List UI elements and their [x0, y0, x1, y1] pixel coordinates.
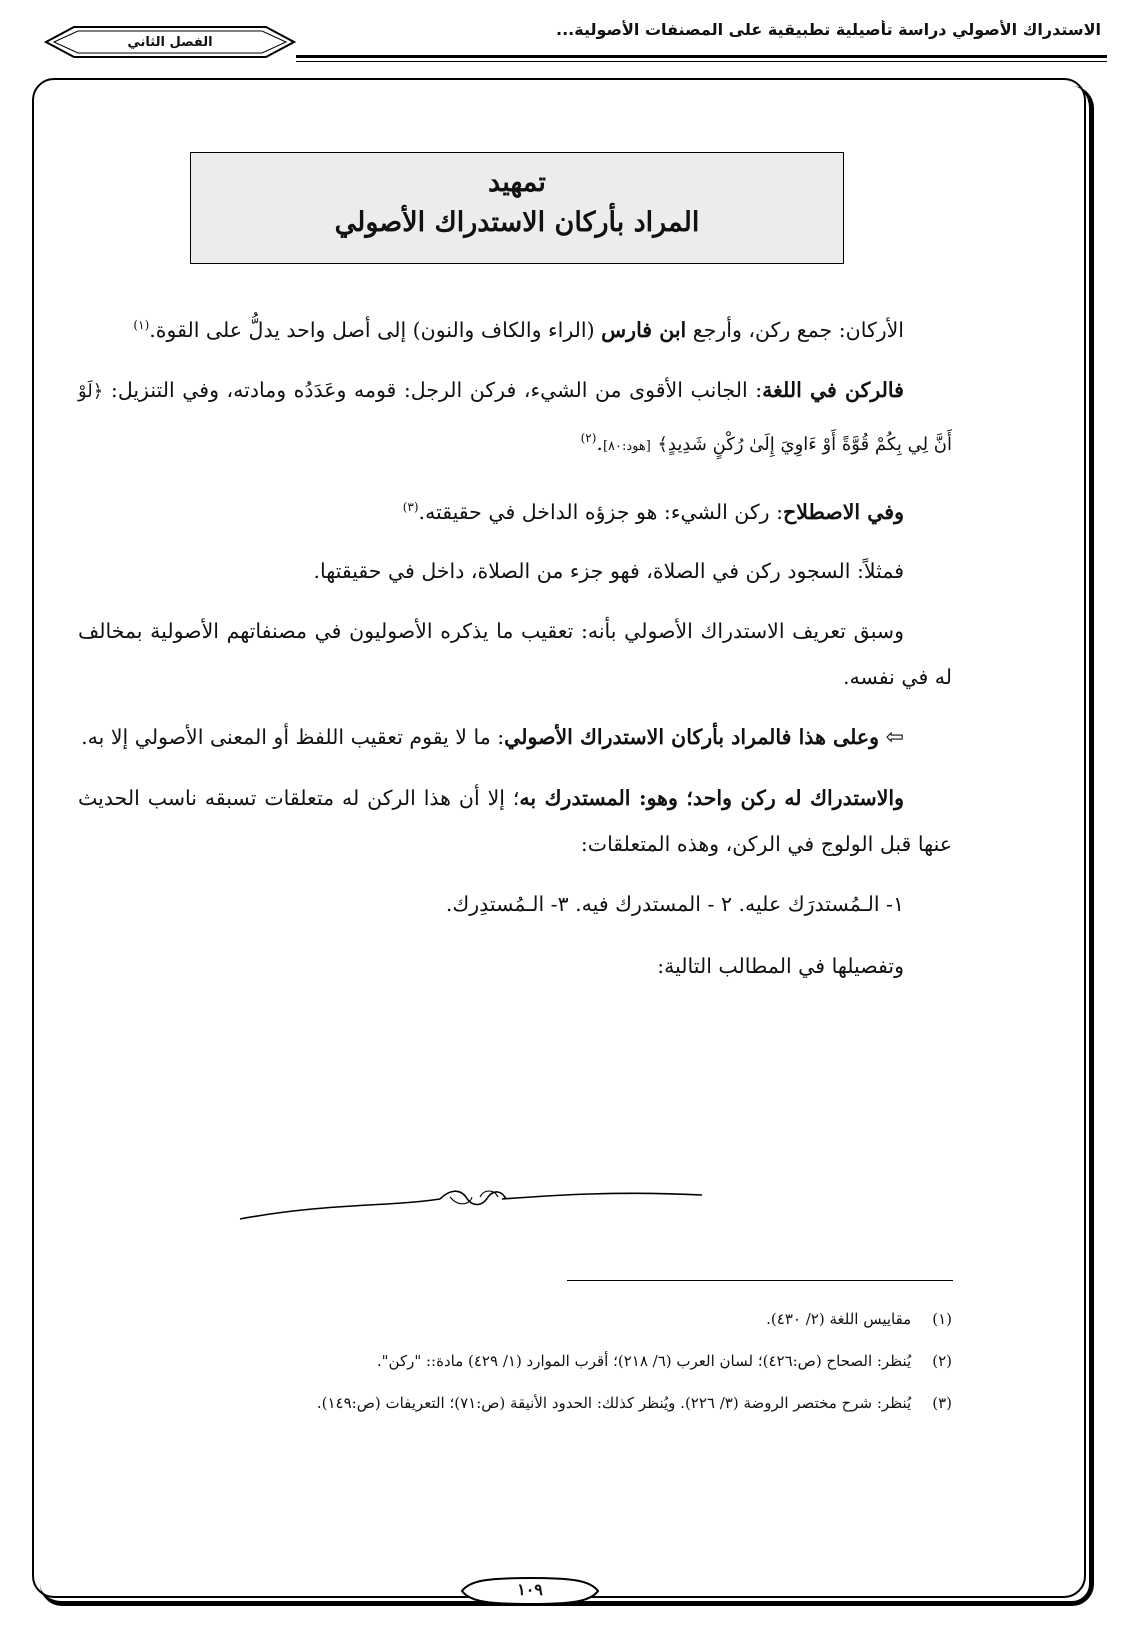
p2-period: . — [596, 430, 603, 455]
footnote-ref-3[interactable]: (٣) — [402, 499, 419, 514]
paragraph-rukn — [78, 775, 952, 867]
paragraph-murad — [78, 714, 952, 761]
p1-bold-name: ابن فارس — [601, 317, 687, 342]
footnote-separator — [567, 1280, 953, 1281]
footnote-2 — [60, 1350, 952, 1372]
chapter-label: الفصل الثاني — [127, 35, 213, 50]
footnote-ref-2[interactable]: (٢) — [580, 430, 597, 445]
p3-text: : ركن الشيء: هو جزؤه الداخل في حقيقته. — [418, 499, 783, 524]
left-arrow-icon: ⇦ — [885, 725, 904, 751]
ornament-divider-icon — [236, 1185, 706, 1225]
related-items-list: ١- الـمُستدرَك عليه. ٢ - المستدرك فيه. ٣- الـمُستدِرك. — [445, 892, 904, 917]
p6-text: : ما لا يقوم تعقيب اللفظ أو المعنى الأصولي إلا به. — [81, 725, 505, 750]
p1-text-end: (الراء والكاف والنون) إلى أصل واحد يدلُّ على القوة. — [149, 317, 595, 342]
paragraph-example — [78, 548, 952, 594]
header-rule-thin — [296, 61, 1107, 62]
footnotes — [60, 1308, 952, 1434]
footnote-ref-1[interactable]: (١) — [133, 318, 150, 332]
footnote-number: (٢) — [932, 1352, 952, 1370]
section-heading-line1: تمهيد — [488, 167, 546, 198]
footnote-3 — [60, 1392, 952, 1414]
page-number-badge — [460, 1576, 600, 1606]
header-rule-thick — [296, 55, 1107, 58]
body-text — [78, 302, 952, 1005]
paragraph-istilah — [78, 484, 952, 535]
footnote-text: يُنظر: الصحاح (ص:٤٢٦)؛ لسان العرب (٦/ ٢١٨)؛ أقرب الموارد (١/ ٤٢٩) مادة:: "ركن". — [376, 1352, 912, 1370]
p7-bold-lead: والاستدراك له ركن واحد؛ وهو: المستدرك به — [519, 786, 904, 811]
running-header-title: الاستدراك الأصولي دراسة تأصيلية تطبيقية على المصنفات الأصولية... — [556, 20, 1101, 39]
p6-bold-lead: وعلى هذا فالمراد بأركان الاستدراك الأصولي — [504, 725, 880, 750]
p5-text: وسبق تعريف الاستدراك الأصولي بأنه: تعقيب ما يذكره الأصوليون في مصنفاتهم الأصولية بمخالف له في نفسه. — [78, 619, 952, 690]
section-heading-line2: المراد بأركان الاستدراك الأصولي — [334, 207, 700, 238]
p1-text: الأركان: جمع ركن، وأرجع — [692, 317, 904, 342]
p3-bold-lead: وفي الاصطلاح — [783, 499, 904, 524]
p7-text: ؛ إلا أن هذا الركن له متعلقات تسبقه ناسب الحديث عنها قبل الولوج في الركن، وهذه المتعلقات: — [78, 786, 952, 857]
paragraph-lugha — [78, 367, 952, 470]
footnote-1 — [60, 1308, 952, 1330]
p4-text: فمثلاً: السجود ركن في الصلاة، فهو جزء من الصلاة، داخل في حقيقتها. — [313, 559, 904, 584]
page-number: ١٠٩ — [517, 1580, 543, 1599]
footnote-text: يُنظر: شرح مختصر الروضة (٣/ ٢٢٦). ويُنظر كذلك: الحدود الأنيقة (ص:٧١)؛ التعريفات (ص:١٤٩). — [316, 1394, 912, 1412]
paragraph-details-intro: وتفصيلها في المطالب التالية: — [657, 954, 904, 979]
section-heading-box — [190, 152, 844, 264]
p2-bold-lead: فالركن في اللغة — [762, 377, 904, 402]
footnote-number: (٣) — [932, 1394, 952, 1412]
p2-text: : الجانب الأقوى من الشيء، فركن الرجل: قومه وعَدَدُه ومادته، وفي التنزيل: — [110, 377, 763, 402]
chapter-label-badge — [44, 24, 296, 60]
verse-reference: [هود:٨٠] — [602, 438, 651, 454]
quran-verse: ﴿لَوْ أَنَّ لِي بِكُمْ قُوَّةً أَوْ ءَاوِيَ إِلَىٰ رُكْنٍ شَدِيدٍ﴾ — [78, 380, 952, 455]
footnote-text: مقاييس اللغة (٢/ ٤٣٠). — [766, 1310, 912, 1328]
footnote-number: (١) — [932, 1310, 952, 1328]
paragraph-definition — [78, 608, 952, 700]
paragraph-arkan — [78, 302, 952, 353]
